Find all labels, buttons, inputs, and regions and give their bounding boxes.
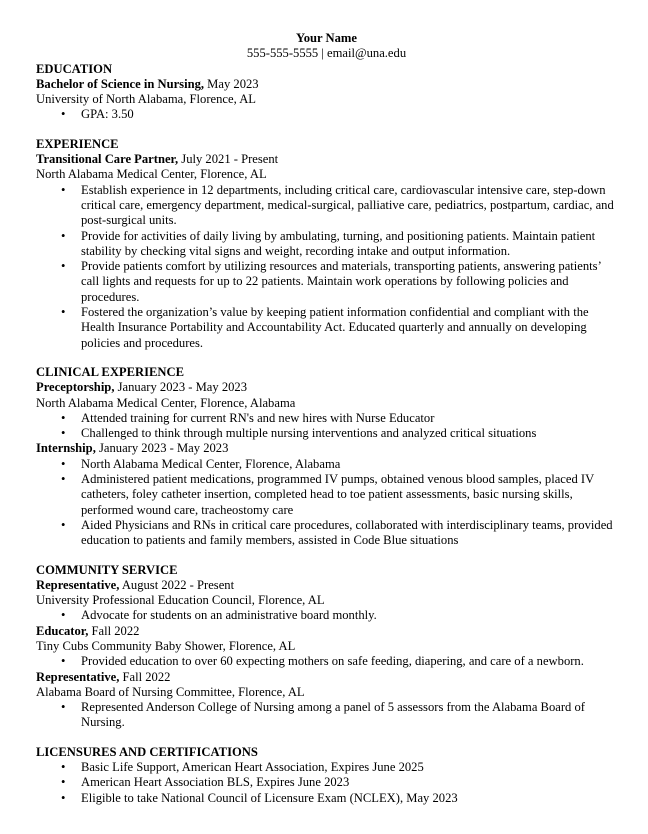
bullet-list bbox=[36, 107, 617, 122]
entry-title bbox=[36, 380, 617, 395]
entry bbox=[36, 380, 617, 441]
entry-subtitle: North Alabama Medical Center, Florence, Alabama bbox=[36, 395, 296, 410]
entry-date: Fall 2022 bbox=[119, 669, 171, 684]
bullet-list bbox=[36, 457, 617, 549]
contact-line: 555-555-5555 | email@una.edu bbox=[246, 46, 407, 61]
bullet-item: • Represented Anderson College of Nursing among a panel of 5 assessors from the Alabama Board of Nursing. bbox=[81, 700, 617, 731]
section-heading: EDUCATION bbox=[36, 61, 113, 76]
bullet-item: • Challenged to think through multiple nursing interventions and analyzed critical situations bbox=[81, 426, 617, 441]
entry-date: January 2023 - May 2023 bbox=[95, 441, 229, 456]
bullet-item: • Provided education to over 60 expecting mothers on safe feeding, diapering, and care of a newborn. bbox=[81, 654, 617, 669]
entry bbox=[36, 152, 617, 351]
entry-subtitle: North Alabama Medical Center, Florence, AL bbox=[36, 167, 267, 182]
bullet-list bbox=[36, 700, 617, 731]
entry-title bbox=[36, 441, 617, 456]
section-heading: EXPERIENCE bbox=[36, 136, 119, 151]
bullet-item: • Administered patient medications, programmed IV pumps, obtained venous blood samples, placed IV catheters, foley catheter insertion, completed head to toe patient assessments, basic nursing skills, performed wound care, tracheostomy care bbox=[81, 472, 617, 518]
entry-title bbox=[36, 578, 617, 593]
entry-title-bold: Representative, bbox=[36, 669, 120, 684]
entry-title-bold: Internship, bbox=[36, 441, 96, 456]
bullet-item: • GPA: 3.50 bbox=[81, 107, 617, 122]
entry bbox=[36, 578, 617, 624]
entry bbox=[36, 77, 617, 123]
entry-title bbox=[36, 77, 617, 92]
section-experience bbox=[36, 137, 617, 351]
section-education bbox=[36, 62, 617, 123]
entry-title-bold: Transitional Care Partner, bbox=[36, 152, 179, 167]
section-heading: LICENSURES AND CERTIFICATIONS bbox=[36, 744, 258, 759]
entry bbox=[36, 670, 617, 731]
entry-title-bold: Bachelor of Science in Nursing, bbox=[36, 76, 205, 91]
bullet-item: • Establish experience in 12 departments, including critical care, cardiovascular intensive care, step-down critical care, emergency department, medical-surgical, palliative care, pediatrics, postpartum, cardiac, and post-surgical units. bbox=[81, 183, 617, 229]
entry-title bbox=[36, 624, 617, 639]
section-heading: CLINICAL EXPERIENCE bbox=[36, 364, 185, 379]
entry-date: August 2022 - Present bbox=[119, 577, 235, 592]
entry-date: January 2023 - May 2023 bbox=[114, 380, 248, 395]
doc-header bbox=[36, 31, 617, 62]
bullet-item: • Advocate for students on an administrative board monthly. bbox=[81, 608, 617, 623]
section-heading: COMMUNITY SERVICE bbox=[36, 562, 178, 577]
section-community-service bbox=[36, 563, 617, 731]
bullet-item: • American Heart Association BLS, Expires June 2023 bbox=[81, 775, 617, 790]
entry-date: May 2023 bbox=[204, 76, 259, 91]
bullet-item: • Fostered the organization’s value by keeping patient information confidential and compliant with the Health Insurance Portability and Accountability Act. Educated quarterly and annually on developing policies and procedures. bbox=[81, 305, 617, 351]
section-clinical-experience bbox=[36, 365, 617, 549]
entry-subtitle: University of North Alabama, Florence, AL bbox=[36, 92, 256, 107]
bullet-list bbox=[36, 760, 617, 806]
entry-title bbox=[36, 670, 617, 685]
bullet-item: • Attended training for current RN's and new hires with Nurse Educator bbox=[81, 411, 617, 426]
entry-subtitle: Alabama Board of Nursing Committee, Florence, AL bbox=[36, 684, 305, 699]
entry bbox=[36, 760, 617, 806]
entry-subtitle: University Professional Education Council, Florence, AL bbox=[36, 593, 325, 608]
bullet-list bbox=[36, 654, 617, 669]
bullet-item: • Eligible to take National Council of Licensure Exam (NCLEX), May 2023 bbox=[81, 791, 617, 806]
entry-date: July 2021 - Present bbox=[178, 152, 279, 167]
section-licensures-certifications bbox=[36, 745, 617, 806]
name-heading: Your Name bbox=[296, 31, 357, 45]
bullet-item: • Aided Physicians and RNs in critical care procedures, collaborated with interdisciplinary teams, provided education to patients and family members, assisted in Code Blue situations bbox=[81, 518, 617, 549]
entry-title-bold: Representative, bbox=[36, 577, 120, 592]
bullet-list bbox=[36, 183, 617, 351]
entry-title bbox=[36, 152, 617, 167]
bullet-item: • Basic Life Support, American Heart Association, Expires June 2025 bbox=[81, 760, 617, 775]
entry-title-bold: Educator, bbox=[36, 623, 89, 638]
bullet-list bbox=[36, 608, 617, 623]
entry-subtitle: Tiny Cubs Community Baby Shower, Florence, AL bbox=[36, 638, 296, 653]
bullet-item: • Provide patients comfort by utilizing resources and materials, transporting patients, answering patients’ call lights and requests for up to 22 patients. Maintain work operations by following policies and procedures. bbox=[81, 259, 617, 305]
bullet-list bbox=[36, 411, 617, 442]
entry-date: Fall 2022 bbox=[88, 623, 140, 638]
bullet-item: • Provide for activities of daily living by ambulating, turning, and positioning patients. Maintain patient stability by checking vital signs and weight, recording intake and output information. bbox=[81, 229, 617, 260]
bullet-item: • North Alabama Medical Center, Florence, Alabama bbox=[81, 457, 617, 472]
entry bbox=[36, 441, 617, 548]
entry bbox=[36, 624, 617, 670]
entry-title-bold: Preceptorship, bbox=[36, 380, 115, 395]
